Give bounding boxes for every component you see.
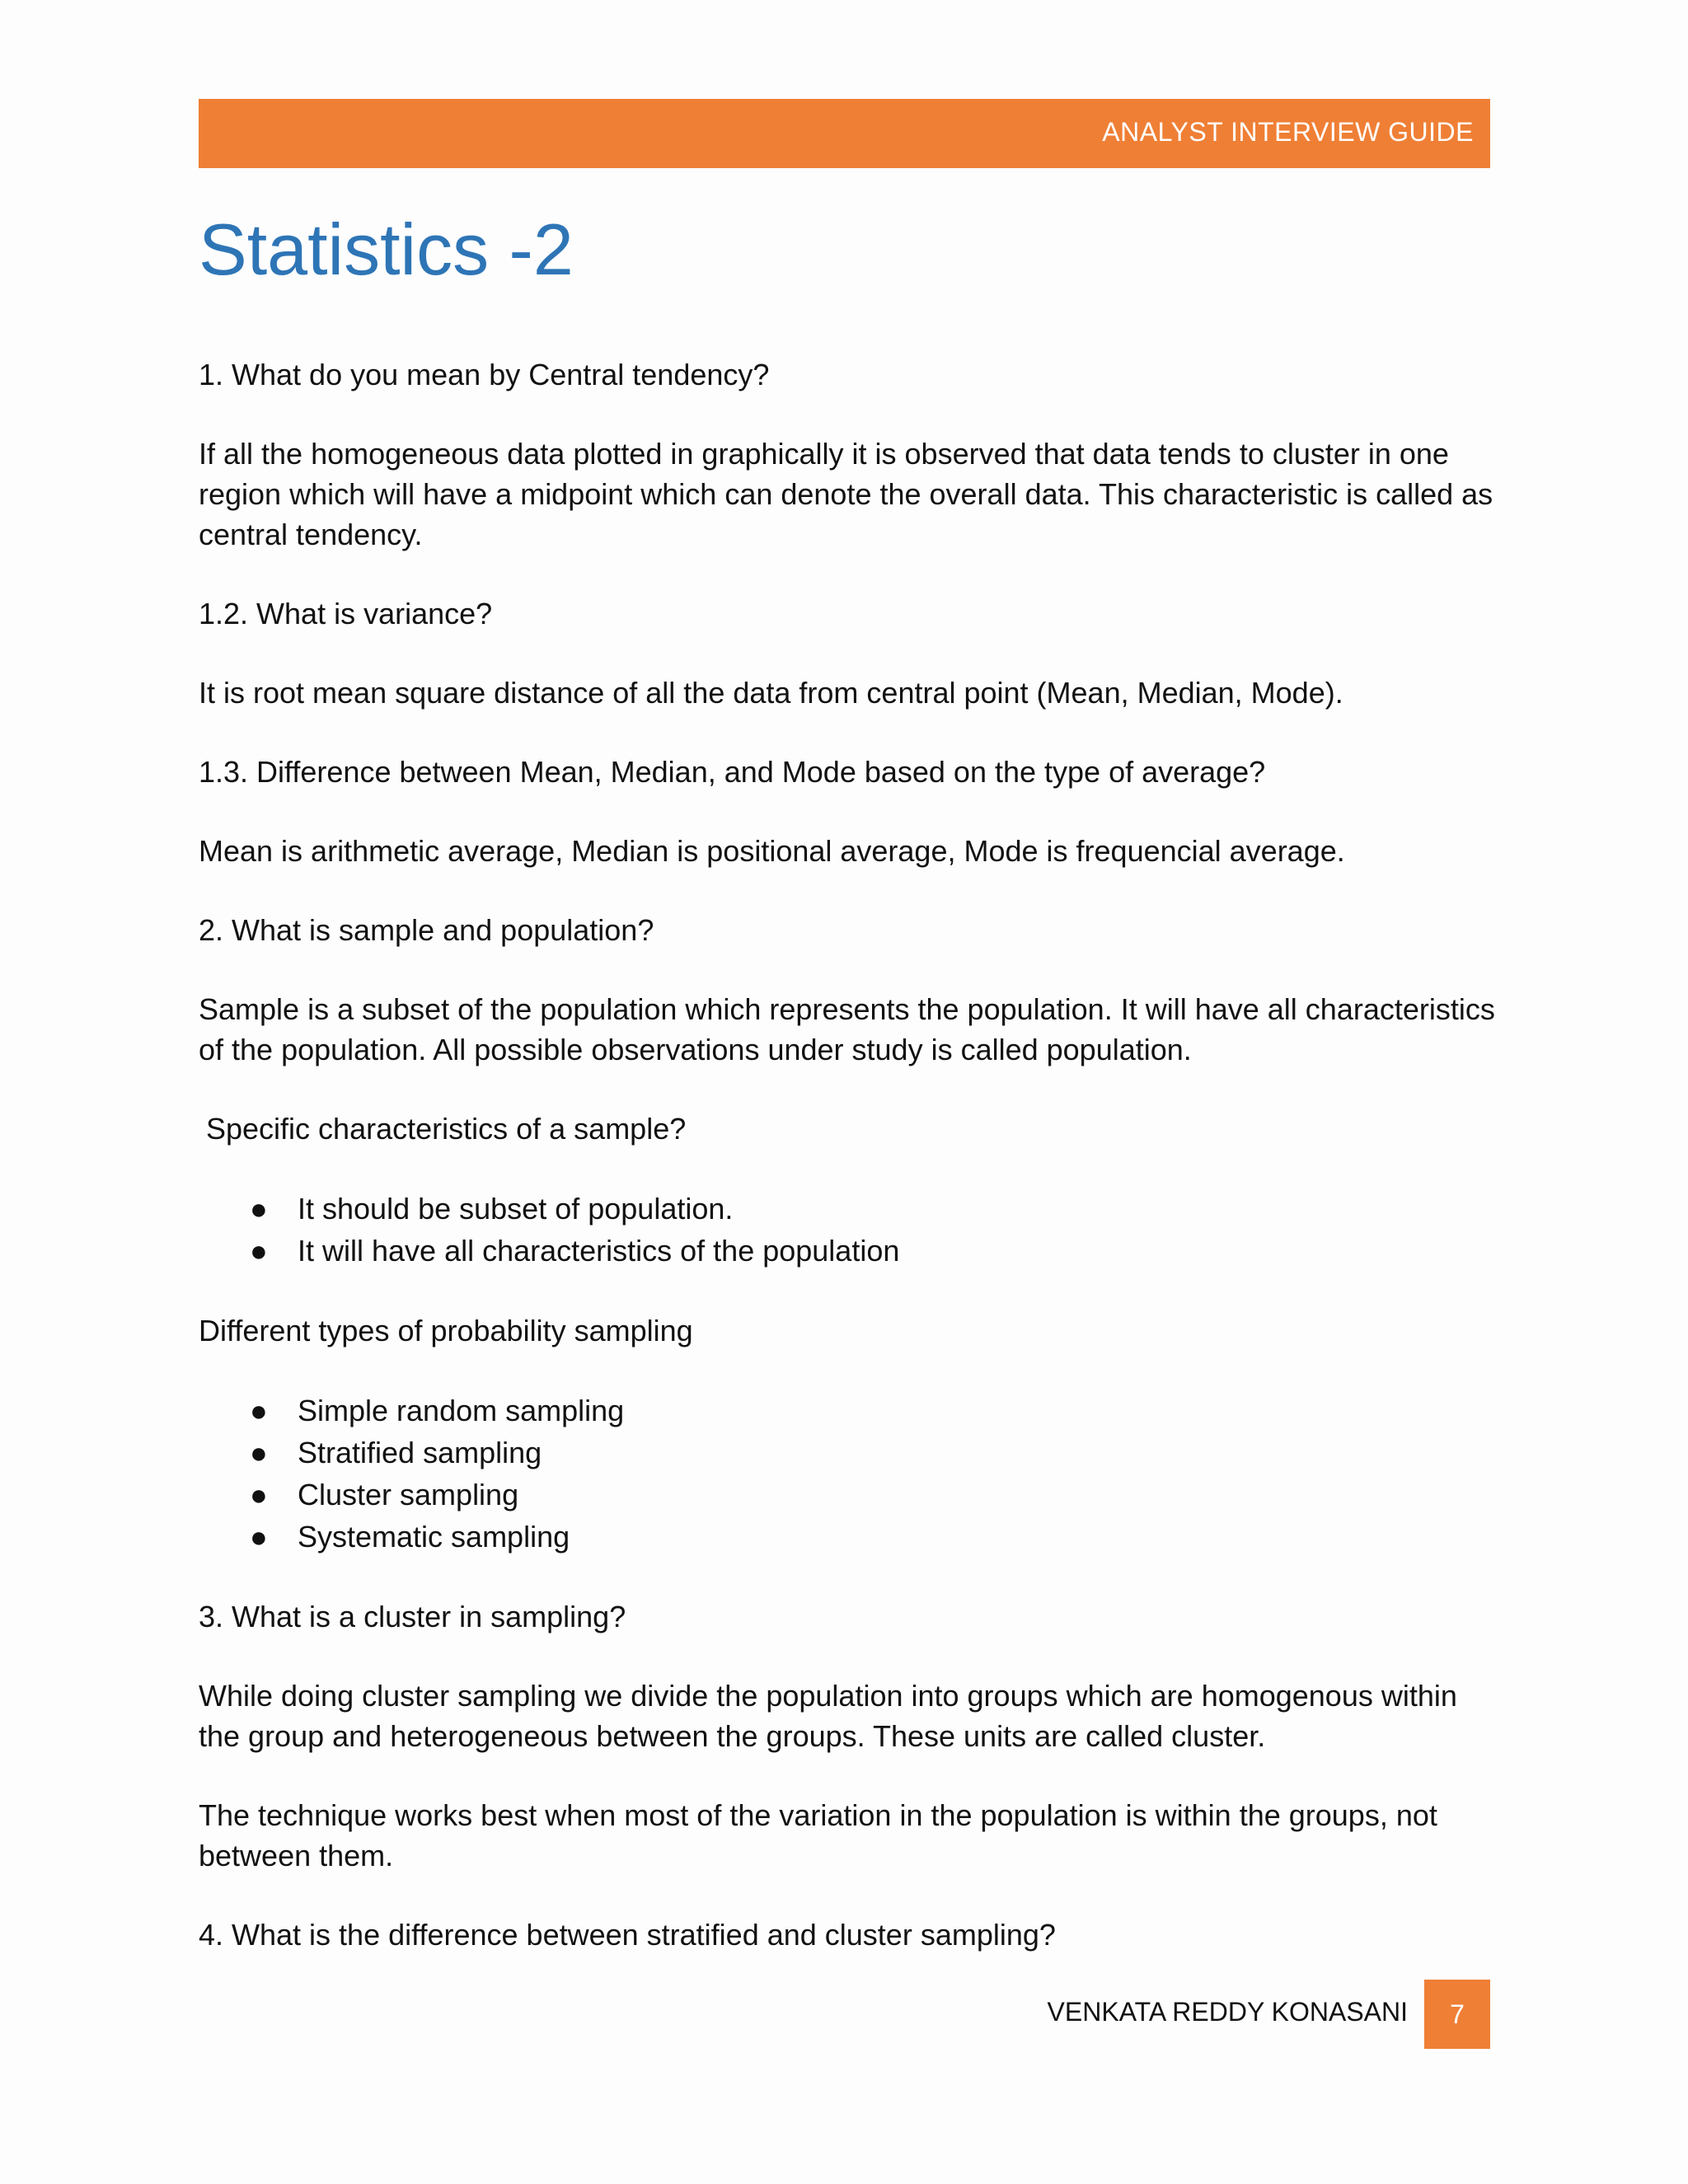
header-label: ANALYST INTERVIEW GUIDE bbox=[1102, 117, 1474, 147]
list-item bbox=[250, 1432, 1501, 1474]
list-item-text: Simple random sampling bbox=[298, 1394, 625, 1427]
content-body bbox=[199, 354, 1501, 1994]
list-item-text: Systematic sampling bbox=[298, 1520, 570, 1554]
answer-1: If all the homogeneous data plotted in graphically it is observed that data tends to cluster in one region which will have a midpoint which can denote the overall data. This characteristic is called as central tendency. bbox=[199, 437, 1493, 551]
bullet-icon: ● bbox=[250, 1234, 268, 1268]
question-3: 3. What is a cluster in sampling? bbox=[199, 1600, 626, 1633]
bullet-icon: ● bbox=[250, 1192, 268, 1226]
sample-characteristics-list bbox=[199, 1188, 1501, 1272]
bullet-icon: ● bbox=[250, 1394, 268, 1427]
list-item-text: It will have all characteristics of the population bbox=[298, 1234, 900, 1268]
question-2: 2. What is sample and population? bbox=[199, 913, 654, 947]
list-item bbox=[250, 1188, 1501, 1230]
answer-1-2: It is root mean square distance of all the data from central point (Mean, Median, Mode). bbox=[199, 676, 1343, 710]
page-number-badge bbox=[1424, 1980, 1490, 2049]
answer-2: Sample is a subset of the population which represents the population. It will have all characteristics of the population. All possible observations under study is called population. bbox=[199, 992, 1495, 1066]
sampling-types-heading: Different types of probability sampling bbox=[199, 1314, 693, 1347]
footer-author: VENKATA REDDY KONASANI bbox=[1047, 1997, 1408, 2027]
list-item bbox=[250, 1390, 1501, 1432]
bullet-icon: ● bbox=[250, 1436, 268, 1469]
bullet-icon: ● bbox=[250, 1520, 268, 1554]
question-1-3: 1.3. Difference between Mean, Median, and Mode based on the type of average? bbox=[199, 755, 1266, 789]
question-1: 1. What do you mean by Central tendency? bbox=[199, 358, 770, 391]
list-item-text: Stratified sampling bbox=[298, 1436, 542, 1469]
bullet-icon: ● bbox=[250, 1478, 268, 1511]
answer-3-continued: The technique works best when most of the variation in the population is within the groups, not between them. bbox=[199, 1798, 1437, 1872]
sample-characteristics-heading: Specific characteristics of a sample? bbox=[206, 1112, 687, 1146]
sampling-types-list bbox=[199, 1390, 1501, 1558]
list-item-text: It should be subset of population. bbox=[298, 1192, 734, 1226]
list-item bbox=[250, 1230, 1501, 1272]
question-4: 4. What is the difference between stratified and cluster sampling? bbox=[199, 1918, 1056, 1952]
question-1-2: 1.2. What is variance? bbox=[199, 597, 493, 630]
list-item bbox=[250, 1474, 1501, 1516]
answer-3: While doing cluster sampling we divide the population into groups which are homogenous within the group and heterogeneous between the groups. These units are called cluster. bbox=[199, 1679, 1457, 1753]
header-bar bbox=[199, 99, 1490, 168]
answer-1-3: Mean is arithmetic average, Median is positional average, Mode is frequencial average. bbox=[199, 834, 1345, 868]
list-item-text: Cluster sampling bbox=[298, 1478, 519, 1511]
page-number: 7 bbox=[1450, 1999, 1465, 2029]
page-title: Statistics -2 bbox=[199, 209, 574, 290]
list-item bbox=[250, 1516, 1501, 1558]
